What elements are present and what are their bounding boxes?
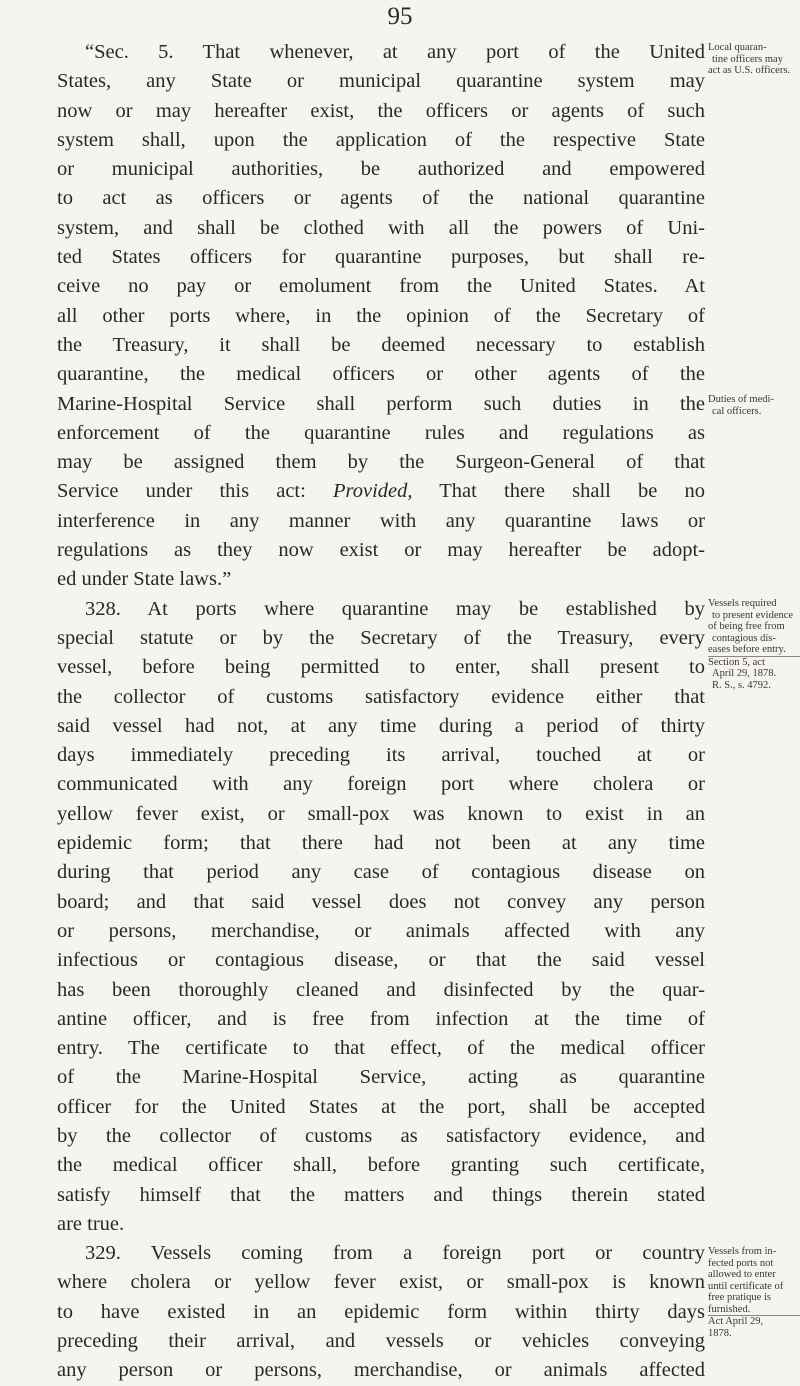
sidenote-line: to present evidence — [712, 609, 794, 621]
sidenote-line: tine officers may — [712, 53, 783, 65]
text-line: officer for the United States at the port, shall be accepted — [57, 1095, 705, 1118]
text-line: Service under this act: Provided, That there shall be no — [57, 480, 706, 503]
text-line: now or may hereafter exist, the officers or agents of such — [57, 99, 705, 122]
sidenote-local-quarantine-officers — [708, 42, 800, 77]
sidenote-line: eases before entry. — [708, 644, 786, 655]
text-line: may be assigned them by the Surgeon-General of that — [57, 451, 705, 474]
sidenote-line: allowed to enter — [708, 1269, 776, 1280]
sidenote-line: Section 5, act — [708, 656, 800, 669]
text-line: the medical officer shall, before granting such certificate, — [57, 1154, 705, 1177]
text-line: by the collector of customs as satisfactory evidence, and — [57, 1124, 705, 1147]
sidenote-line: of being free from — [708, 621, 785, 632]
text-line: quarantine, the medical officers or other agents of the — [57, 363, 705, 386]
sidenote-line: Duties of medi- — [708, 394, 774, 405]
sidenote-line: cal officers. — [712, 405, 762, 417]
text-line: any person or persons, merchandise, or animals affected — [57, 1359, 705, 1382]
sidenote-line: Vessels required — [708, 598, 777, 609]
text-line: antine officer, and is free from infection at the time of — [57, 1007, 705, 1030]
text-line: the Treasury, it shall be deemed necessary to establish — [57, 333, 705, 356]
text-line: communicated with any foreign port where cholera or — [57, 773, 705, 796]
text-line: ed under State laws.” — [57, 568, 232, 591]
text-line: “Sec. 5. That whenever, at any port of the United — [85, 41, 705, 63]
text-line: preceding their arrival, and vessels or vehicles conveying — [57, 1330, 705, 1353]
sidenote-line: Vessels from in- — [708, 1246, 777, 1257]
text-line: to act as officers or agents of the national quarantine — [57, 187, 705, 210]
text-line: 329. Vessels coming from a foreign port or country — [85, 1242, 705, 1265]
text-line: system shall, upon the application of the respective State — [57, 128, 705, 151]
proviso-word: Provided, — [332, 480, 413, 503]
page-number: 95 — [387, 3, 413, 30]
text-line: are true. — [57, 1212, 125, 1235]
text-line: or persons, merchandise, or animals affected with any — [57, 919, 705, 942]
sidenote-line: 1878. — [708, 1327, 732, 1339]
sidenote-line: Act April 29, — [708, 1315, 800, 1328]
text-line: all other ports where, in the opinion of the Secretary of — [57, 304, 705, 327]
text-line: said vessel had not, at any time during a period of thirty — [57, 714, 705, 737]
sidenote-line: until certificate of — [708, 1280, 784, 1292]
text-line: enforcement of the quarantine rules and regulations as — [57, 421, 705, 444]
text-line: entry. The certificate to that effect, of the medical officer — [57, 1037, 705, 1060]
text-line: States, any State or municipal quarantine system may — [57, 70, 705, 93]
text-line: satisfy himself that the matters and things therein stated — [57, 1183, 705, 1206]
text-line: board; and that said vessel does not convey any person — [57, 890, 705, 913]
text-line: interference in any manner with any quarantine laws or — [57, 509, 705, 532]
text-line: during that period any case of contagious disease on — [57, 861, 705, 884]
sidenote-vessels-required-evidence — [708, 598, 800, 691]
text-line: has been thoroughly cleaned and disinfected by the quar- — [57, 978, 705, 1001]
text-line: vessel, before being permitted to enter, shall present to — [57, 656, 705, 679]
statute-body-text — [57, 38, 705, 1386]
text-line: special statute or by the Secretary of the Treasury, every — [57, 626, 705, 649]
text-line: or municipal authorities, be authorized and empowered — [57, 158, 705, 181]
sidenote-line: Local quaran- — [708, 42, 767, 53]
sidenote-vessels-from-infected-ports — [708, 1246, 800, 1339]
text-line: where cholera or yellow fever exist, or small-pox is known — [57, 1271, 705, 1294]
text-line: 328. At ports where quarantine may be established by — [85, 597, 705, 620]
sidenote-line: furnished. — [708, 1303, 751, 1315]
text-line: epidemic form; that there had not been at any time — [57, 832, 705, 855]
text-line: days immediately preceding its arrival, touched at or — [57, 744, 705, 767]
text-line: yellow fever exist, or small-pox was known to exist in an — [57, 802, 705, 825]
sidenote-line: free pratique is — [708, 1292, 771, 1303]
sidenote-line: April 29, 1878. — [712, 668, 777, 679]
text-line: system, and shall be clothed with all the powers of Uni- — [57, 216, 705, 239]
text-line: infectious or contagious disease, or that the said vessel — [57, 949, 705, 972]
sidenote-line: contagious dis- — [712, 632, 776, 644]
sidenote-line: fected ports not — [708, 1257, 774, 1269]
text-line: ceive no pay or emolument from the United States. At — [57, 275, 705, 298]
sidenote-line: act as U.S. officers. — [708, 65, 791, 76]
sidenote-line: R. S., s. 4792. — [712, 679, 771, 691]
text-line: regulations as they now exist or may hereafter be adopt- — [57, 539, 705, 562]
text-line: the collector of customs satisfactory evidence either that — [57, 685, 705, 708]
text-line: to have existed in an epidemic form within thirty days — [57, 1300, 705, 1323]
sidenote-duties-of-medical-officers — [708, 394, 800, 417]
text-line: ted States officers for quarantine purposes, but shall re- — [57, 246, 705, 269]
text-line: Marine-Hospital Service shall perform such duties in the — [57, 392, 705, 415]
text-line: of the Marine-Hospital Service, acting as quarantine — [57, 1066, 705, 1089]
